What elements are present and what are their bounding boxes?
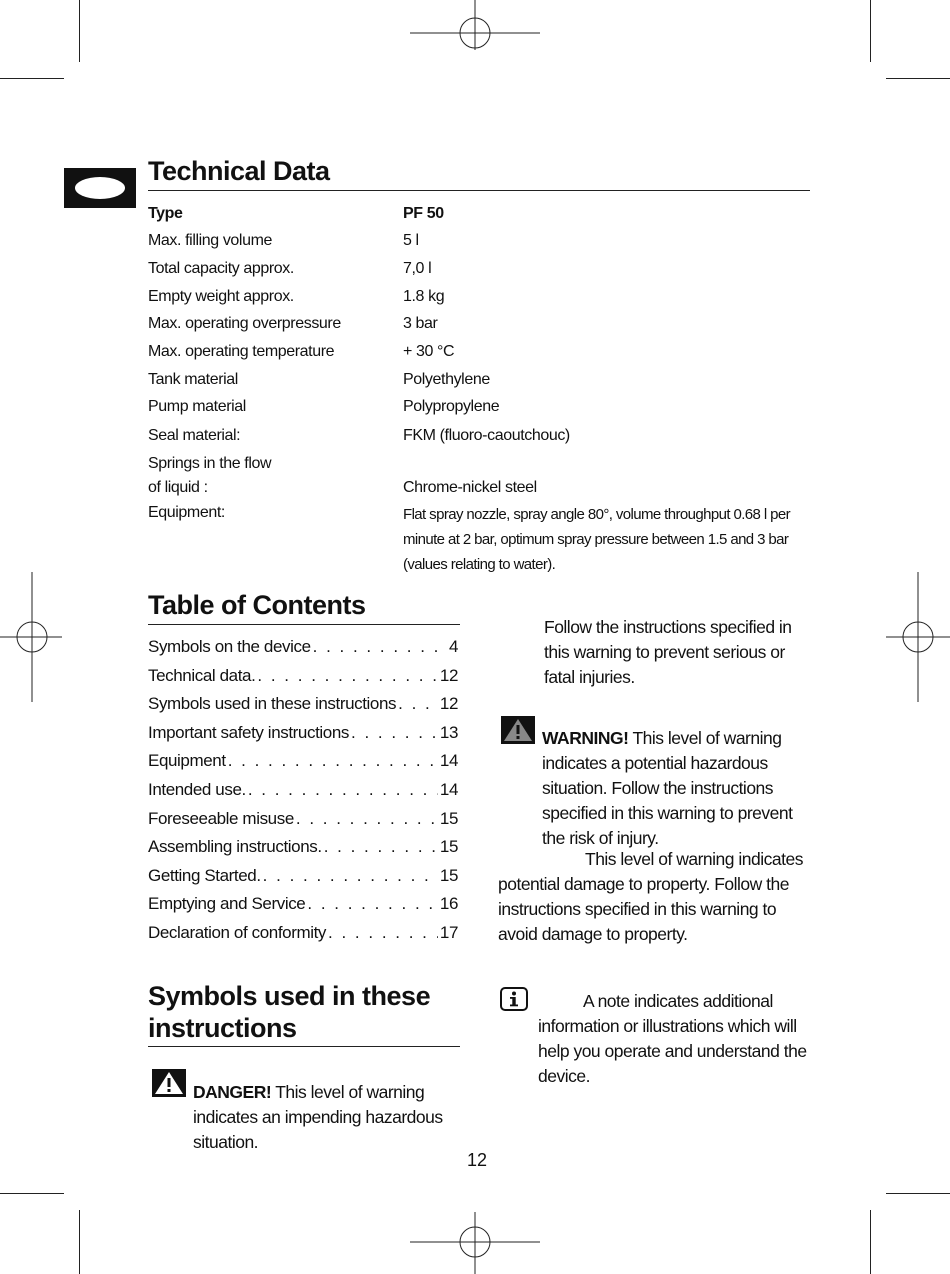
- td-label: Pump material: [148, 398, 246, 415]
- toc-item[interactable]: [148, 866, 458, 895]
- registration-mark-top: [410, 0, 540, 60]
- td-springs-value: Chrome-nickel steel: [403, 479, 537, 496]
- td-type-value: PF 50: [403, 205, 444, 222]
- td-value: 7,0 l: [403, 260, 432, 277]
- technical-data-rule: [148, 190, 810, 191]
- toc-page: 16: [439, 894, 458, 914]
- toc-page: 12: [439, 694, 458, 714]
- toc-label: Equipment: [148, 751, 226, 771]
- danger-follow-text: Follow the instructions specified in this warning to prevent serious or fatal injuries.: [544, 617, 792, 687]
- toc-page: 14: [439, 779, 458, 799]
- toc-item[interactable]: [148, 837, 458, 866]
- toc-page: 15: [439, 865, 458, 885]
- td-value: FKM (fluoro-caoutchouc): [403, 427, 570, 444]
- toc-item[interactable]: [148, 637, 458, 666]
- td-springs-label-1: Springs in the flow: [148, 455, 272, 472]
- toc-label: Intended use.: [148, 779, 246, 799]
- warning-icon: [501, 716, 535, 744]
- toc-label: Emptying and Service: [148, 894, 306, 914]
- td-equipment-value: Flat spray nozzle, spray angle 80°, volume throughput 0.68 l per minute at 2 bar, optimum spray pressure between 1.5 and 3 bar (values relating to water).: [403, 506, 791, 573]
- warning-paragraph: [542, 726, 806, 851]
- danger-keyword: DANGER!: [193, 1082, 272, 1102]
- td-label: Max. operating overpressure: [148, 315, 341, 332]
- toc-label: Symbols used in these instructions: [148, 694, 397, 714]
- toc-label: Foreseeable misuse: [148, 808, 294, 828]
- toc-heading: Table of Contents: [148, 590, 366, 620]
- symbols-heading: Symbols used in these instructions: [148, 981, 431, 1043]
- language-tab: [64, 168, 136, 208]
- caution-paragraph: This level of warning indicates potential damage to property. Follow the instructions specified in this warning to avoid damage to property.: [498, 849, 803, 944]
- toc-item[interactable]: [148, 751, 458, 780]
- toc-item[interactable]: [148, 780, 458, 809]
- toc-label: Getting Started.: [148, 865, 261, 885]
- warning-text: This level of warning indicates a potential hazardous situation. Follow the instructions specified in this warning to prevent the risk of injury.: [542, 728, 793, 848]
- td-value: 1.8 kg: [403, 288, 445, 305]
- toc-page: 13: [439, 722, 458, 742]
- note-paragraph: A note indicates additional information or illustrations which will help you operate and understand the device.: [538, 991, 807, 1086]
- info-icon: [500, 987, 528, 1011]
- td-equipment-label: Equipment:: [148, 504, 225, 521]
- toc-item[interactable]: [148, 723, 458, 752]
- td-value: 3 bar: [403, 315, 438, 332]
- td-label: Total capacity approx.: [148, 260, 294, 277]
- td-value: 5 l: [403, 232, 419, 249]
- td-springs-label-2: of liquid :: [148, 479, 208, 496]
- toc-list: [148, 637, 458, 952]
- td-label: Empty weight approx.: [148, 288, 294, 305]
- registration-mark-right: [886, 572, 950, 702]
- td-value: Polyethylene: [403, 371, 490, 388]
- toc-item[interactable]: [148, 894, 458, 923]
- td-type-label: Type: [148, 205, 183, 222]
- toc-page: 15: [439, 808, 458, 828]
- toc-item[interactable]: [148, 923, 458, 952]
- toc-label: Important safety instructions: [148, 722, 349, 742]
- warning-keyword: WARNING!: [542, 728, 629, 748]
- td-value: + 30 °C: [403, 343, 455, 360]
- page-number: 12: [467, 1150, 488, 1170]
- registration-mark-left: [0, 572, 62, 702]
- toc-page: 17: [439, 922, 458, 942]
- td-label: Seal material:: [148, 427, 241, 444]
- toc-item[interactable]: [148, 809, 458, 838]
- toc-label: Assembling instructions.: [148, 837, 322, 857]
- td-label: Max. operating temperature: [148, 343, 335, 360]
- toc-page: 14: [439, 751, 458, 771]
- toc-label: Technical data.: [148, 665, 256, 685]
- td-label: Max. filling volume: [148, 232, 273, 249]
- danger-paragraph: [193, 1080, 465, 1155]
- symbols-rule: [148, 1046, 460, 1047]
- danger-warning-icon: [152, 1069, 186, 1097]
- technical-data-heading: Technical Data: [148, 156, 330, 186]
- toc-label: Symbols on the device: [148, 637, 311, 656]
- toc-rule: [148, 624, 460, 625]
- toc-label: Declaration of conformity: [148, 922, 327, 942]
- danger-text: This level of warning indicates an impending hazardous situation.: [193, 1082, 443, 1152]
- td-value: Polypropylene: [403, 398, 500, 415]
- registration-mark-bottom: [410, 1212, 540, 1274]
- toc-item[interactable]: [148, 694, 458, 723]
- toc-page: 15: [439, 837, 458, 857]
- td-label: Tank material: [148, 371, 238, 388]
- toc-page: 12: [439, 665, 458, 685]
- toc-item[interactable]: [148, 666, 458, 695]
- toc-page: 4: [448, 637, 458, 656]
